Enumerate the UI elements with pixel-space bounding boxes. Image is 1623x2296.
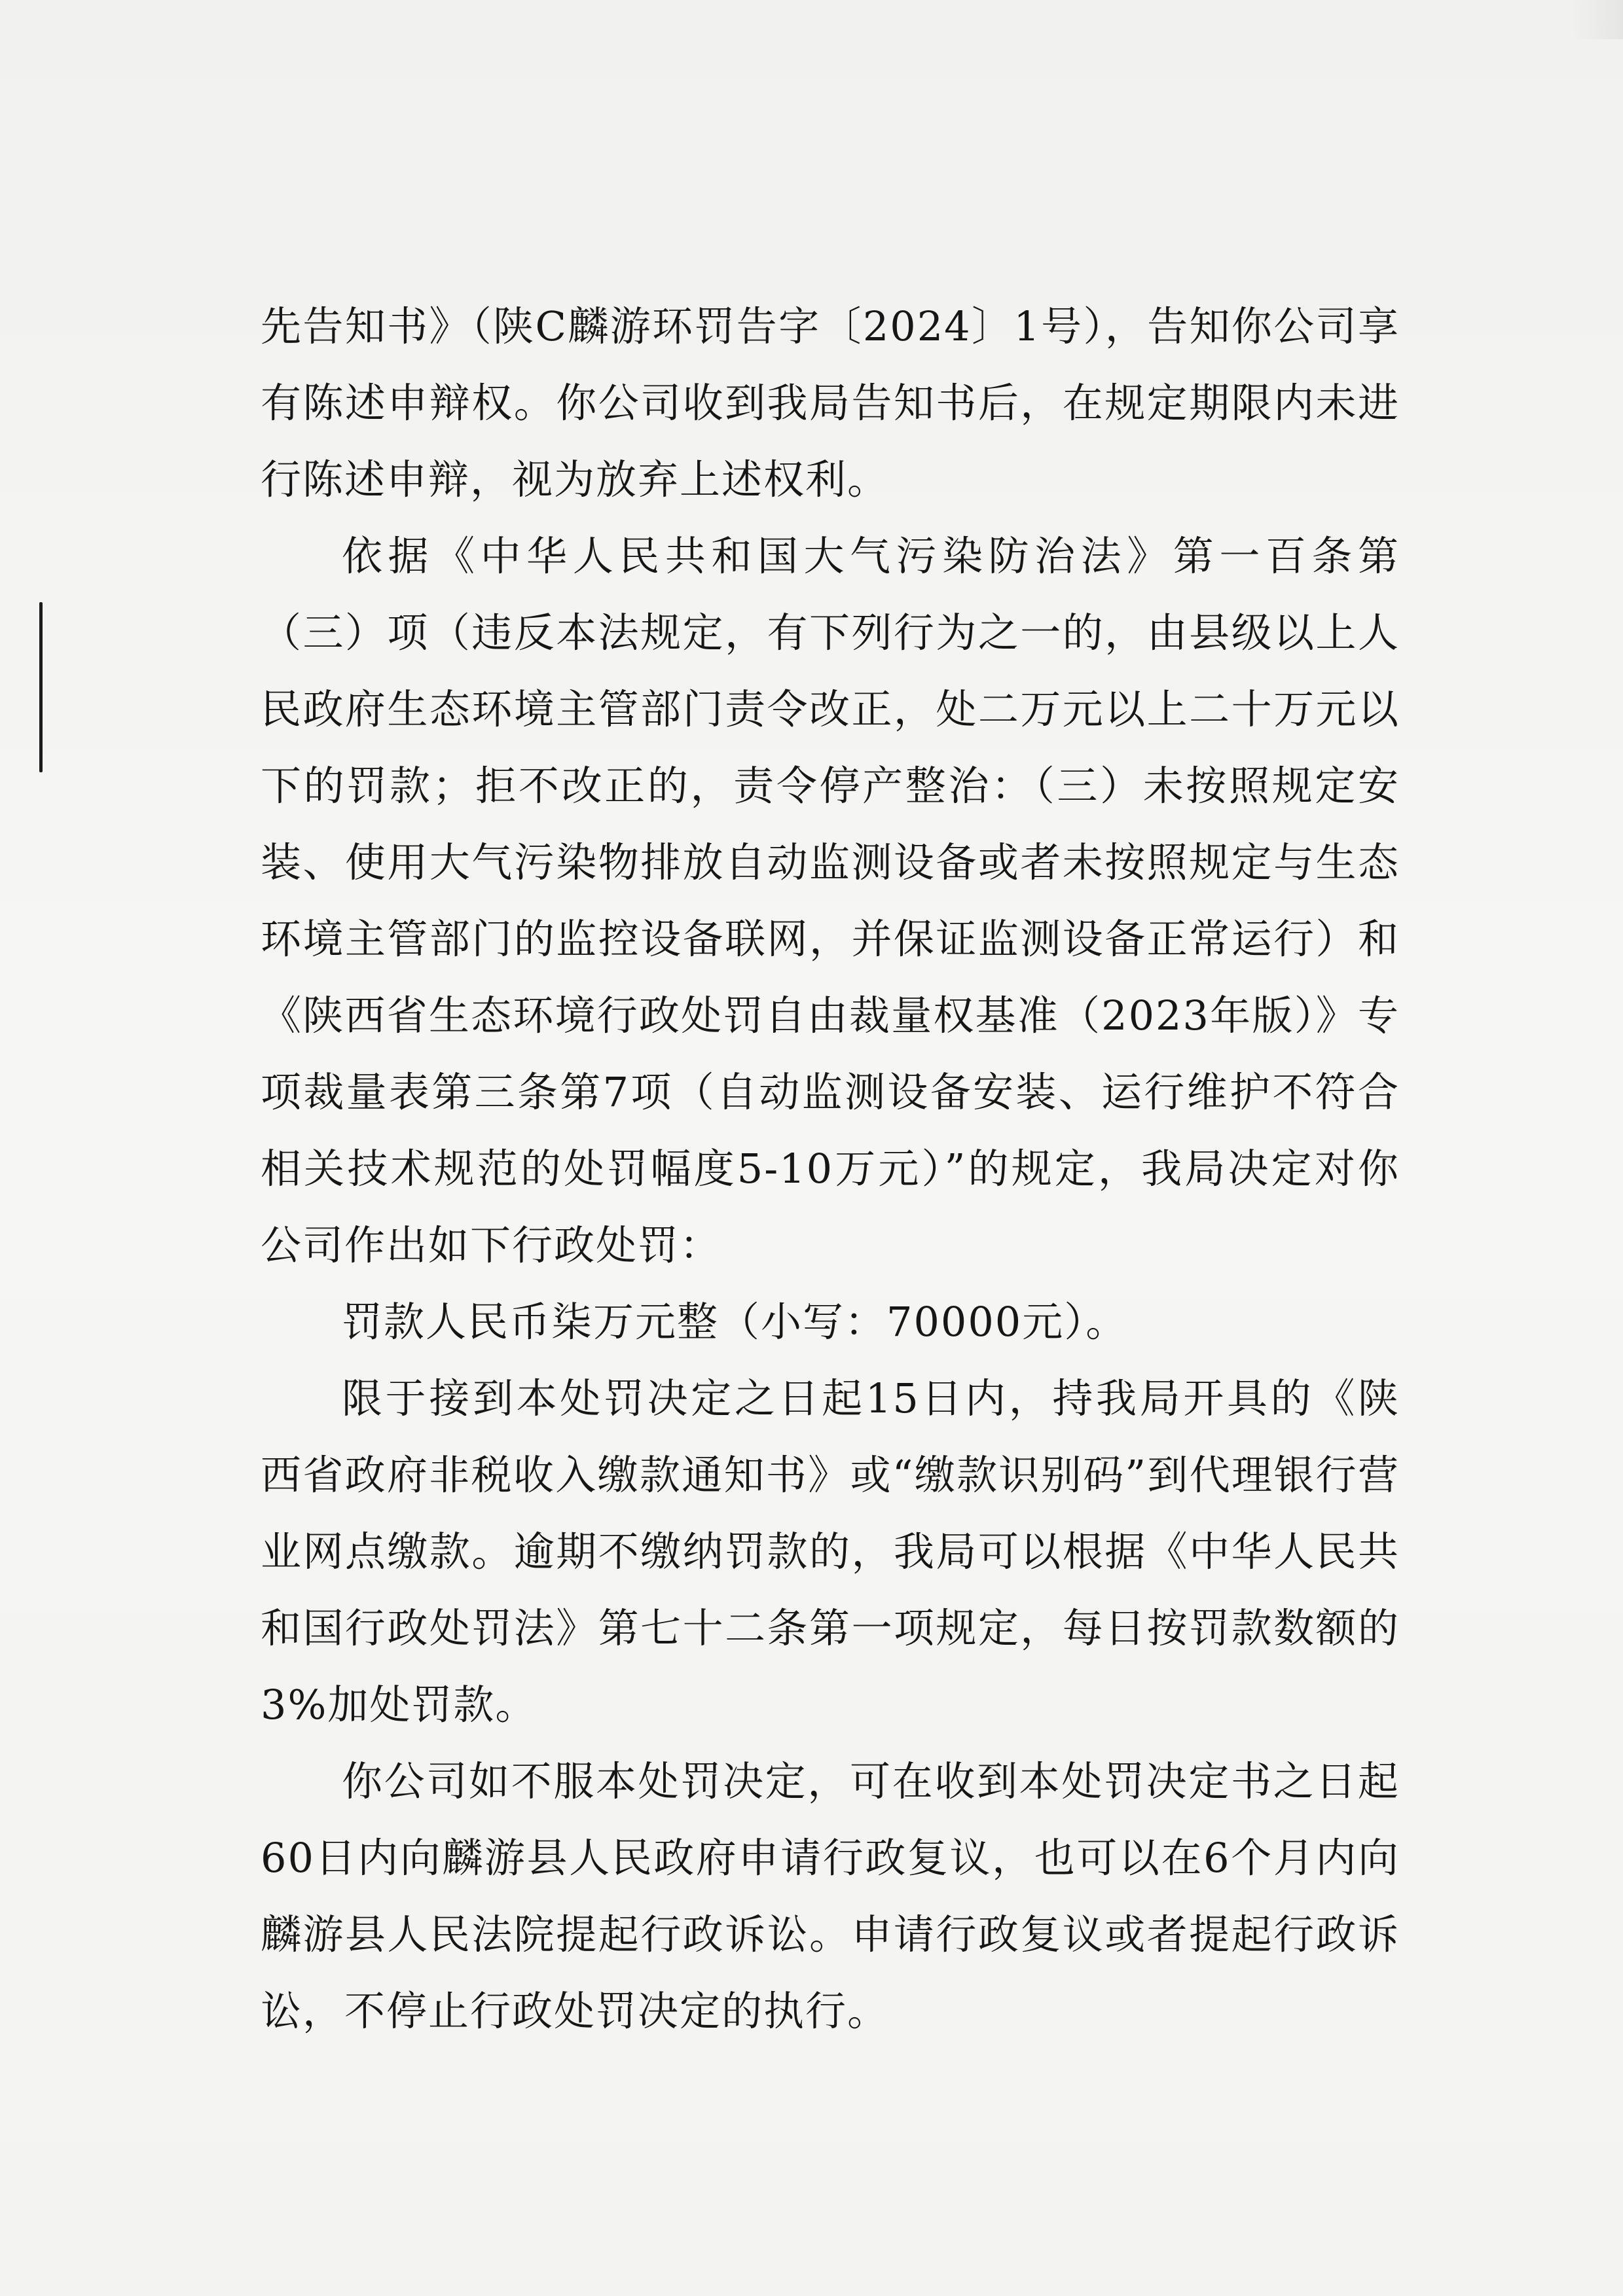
- paragraph-notice-continuation: 先告知书》（陕C麟游环罚告字〔2024〕1号），告知你公司享有陈述申辩权。你公司收到我局告知书后，在规定期限内未进行陈述申辩，视为放弃上述权利。: [261, 302, 1400, 503]
- paragraph-legal-basis: 依据《中华人民共和国大气污染防治法》第一百条第（三）项（违反本法规定，有下列行为之一的，由县级以上人民政府生态环境主管部门责令改正，处二万元以上二十万元以下的罚款；拒不改正的，责令停产整治：（三）未按照规定安装、使用大气污染物排放自动监测设备或者未按照规定与生态环境主管部门的监控设备联网，并保证监测设备正常运行）和《陕西省生态环境行政处罚自由裁量权基准（2023年版）》专项裁量表第三条第7项（自动监测设备安装、运行维护不符合相关技术规范的处罚幅度5-10万元）”的规定，我局决定对你公司作出如下行政处罚：: [261, 532, 1400, 1269]
- paragraph-penalty-amount: 罚款人民币柒万元整（小写：70000元）。: [342, 1298, 1128, 1346]
- paragraph-appeal-rights: 你公司如不服本处罚决定，可在收到本处罚决定书之日起60日内向麟游县人民政府申请行政复议，也可以在6个月内向麟游县人民法院提起行政诉讼。申请行政复议或者提起行政诉讼，不停止行政处罚决定的执行。: [261, 1757, 1400, 2035]
- document-body: [261, 288, 1400, 2049]
- scan-corner-shadow: [1571, 0, 1623, 39]
- binding-margin-mark: [39, 602, 43, 772]
- paragraph-payment-deadline: 限于接到本处罚决定之日起15日内，持我局开具的《陕西省政府非税收入缴款通知书》或“缴款识别码”到代理银行营业网点缴款。逾期不缴纳罚款的，我局可以根据《中华人民共和国行政处罚法》第七十二条第一项规定，每日按罚款数额的3%加处罚款。: [261, 1374, 1400, 1729]
